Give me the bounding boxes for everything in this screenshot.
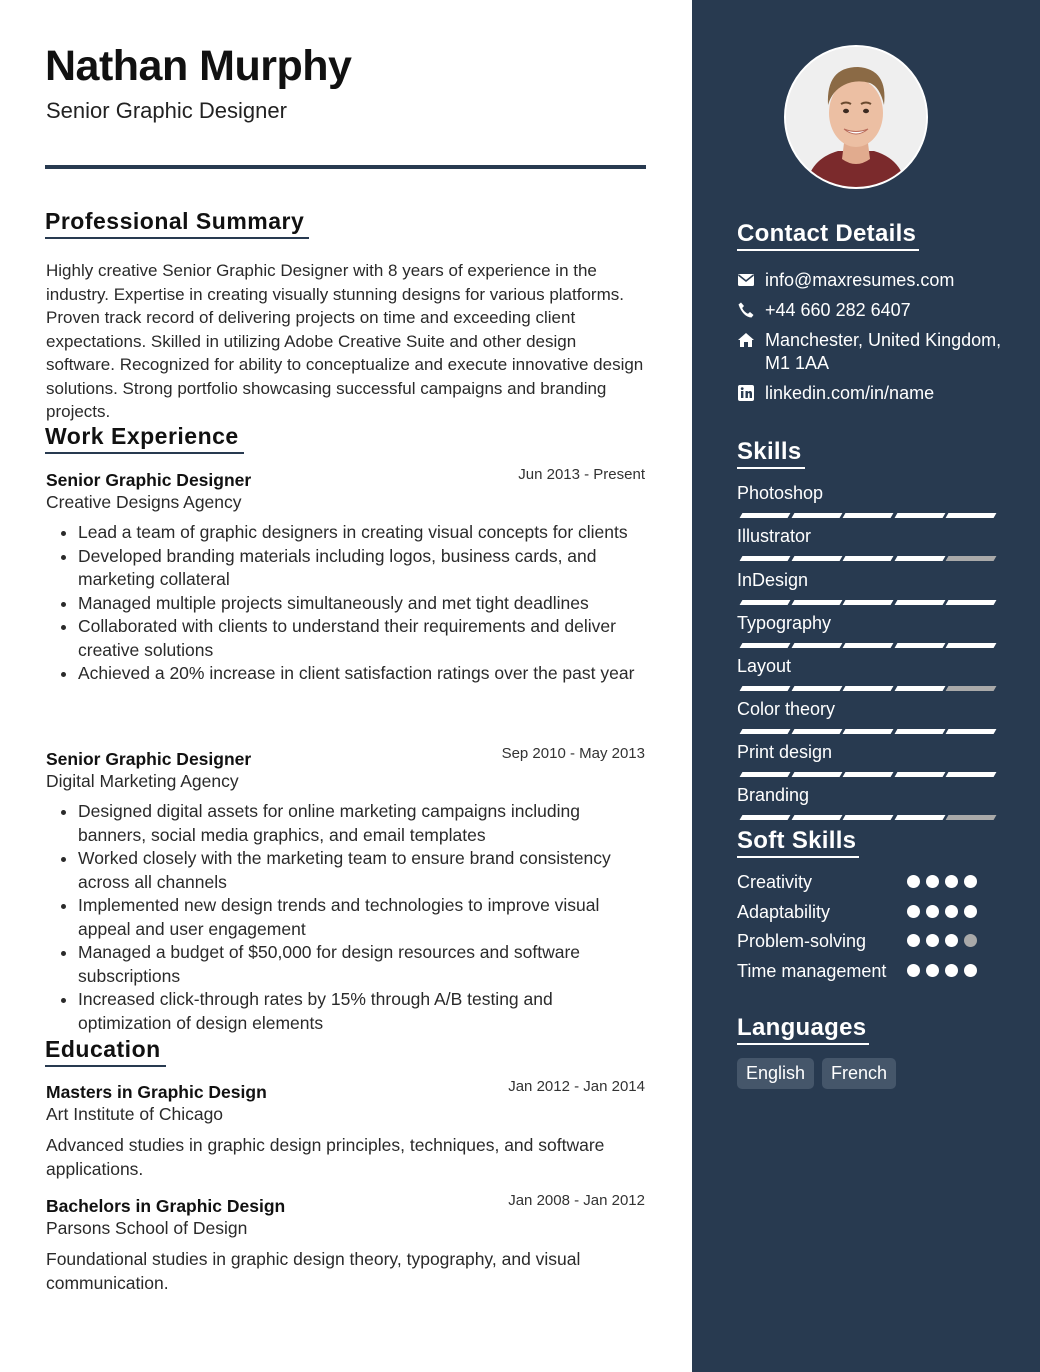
skill-level-segment bbox=[894, 556, 945, 561]
contact-linkedin bbox=[737, 382, 1007, 405]
education-description: Foundational studies in graphic design theory, typography, and visual communication. bbox=[46, 1249, 581, 1293]
education-school: Parsons School of Design bbox=[46, 1218, 248, 1238]
education-degree: Bachelors in Graphic Design bbox=[46, 1196, 286, 1216]
rating-dot bbox=[926, 934, 939, 947]
job-bullet: • Managed multiple projects simultaneously and met tight deadlines bbox=[78, 592, 645, 616]
education-description: Advanced studies in graphic design principles, techniques, and software applications. bbox=[46, 1135, 605, 1179]
job-entry bbox=[46, 466, 645, 686]
candidate-name: Nathan Murphy bbox=[45, 42, 352, 90]
summary-heading: Professional Summary bbox=[45, 208, 309, 239]
education-dates: Jan 2012 - Jan 2014 bbox=[508, 1078, 645, 1095]
skill-level-segment bbox=[791, 556, 842, 561]
job-bullet: • Achieved a 20% increase in client satisfaction ratings over the past year bbox=[78, 662, 645, 686]
languages-heading: Languages bbox=[737, 1014, 869, 1045]
skill-level-bar bbox=[737, 729, 995, 735]
language-list bbox=[737, 1058, 896, 1089]
skill-item bbox=[737, 482, 995, 519]
skill-level-bar bbox=[737, 686, 995, 692]
job-bullets bbox=[46, 521, 645, 686]
skill-level-segment bbox=[843, 686, 894, 691]
rating-dot bbox=[926, 875, 939, 888]
rating-dot bbox=[964, 934, 977, 947]
rating-dot bbox=[926, 905, 939, 918]
soft-skill-name: Time management bbox=[737, 961, 887, 981]
skill-level-bar bbox=[737, 556, 995, 562]
job-bullet: • Designed digital assets for online marketing campaigns including banners, social media graphics, and email templates bbox=[78, 800, 645, 847]
skill-level-segment bbox=[791, 729, 842, 734]
skill-level-segment bbox=[740, 815, 791, 820]
candidate-title: Senior Graphic Designer bbox=[46, 98, 287, 123]
skill-level-segment bbox=[843, 513, 894, 518]
skill-level-segment bbox=[894, 600, 945, 605]
skill-level-segment bbox=[946, 686, 997, 691]
skill-level-segment bbox=[843, 815, 894, 820]
soft-skill-rating bbox=[907, 875, 987, 889]
header-divider bbox=[45, 165, 646, 169]
profile-photo-image bbox=[786, 47, 926, 187]
job-bullets bbox=[46, 800, 645, 1035]
rating-dot bbox=[945, 934, 958, 947]
soft-skill-item bbox=[737, 928, 997, 954]
skill-item bbox=[737, 525, 995, 562]
skill-level-segment bbox=[894, 643, 945, 648]
skill-level-segment bbox=[894, 513, 945, 518]
skill-level-segment bbox=[843, 556, 894, 561]
experience-heading: Work Experience bbox=[45, 423, 244, 454]
job-bullet: • Implemented new design trends and technologies to improve visual appeal and user engagement bbox=[78, 894, 645, 941]
skill-level-segment bbox=[843, 600, 894, 605]
skill-level-segment bbox=[740, 772, 791, 777]
skill-level-segment bbox=[740, 600, 791, 605]
rating-dot bbox=[907, 934, 920, 947]
summary-text: Highly creative Senior Graphic Designer with 8 years of experience in the industry. Expertise in creating visually stunning designs for various platforms. Proven track record of delivering projects on time and exceeding client expectations. Skilled in utilizing Adobe Creative Suite and other design software. Recognized for ability to conceptualize and execute innovative design solutions. Strong portfolio showcasing successful campaigns and branding projects. bbox=[46, 261, 644, 421]
skill-level-segment bbox=[843, 643, 894, 648]
phone-icon bbox=[737, 301, 755, 319]
rating-dot bbox=[964, 964, 977, 977]
envelope-icon bbox=[737, 271, 755, 289]
job-bullet: • Lead a team of graphic designers in creating visual concepts for clients bbox=[78, 521, 645, 545]
education-school: Art Institute of Chicago bbox=[46, 1104, 224, 1124]
job-title: Senior Graphic Designer bbox=[46, 749, 252, 769]
language-chip: French bbox=[822, 1058, 896, 1089]
skill-level-segment bbox=[740, 556, 791, 561]
education-heading: Education bbox=[45, 1036, 166, 1067]
skill-level-segment bbox=[894, 815, 945, 820]
skill-level-segment bbox=[946, 772, 997, 777]
rating-dot bbox=[964, 905, 977, 918]
skill-name: Layout bbox=[737, 656, 792, 676]
skill-level-segment bbox=[791, 600, 842, 605]
job-dates: Jun 2013 - Present bbox=[518, 466, 645, 483]
skill-level-segment bbox=[843, 729, 894, 734]
job-bullet: • Managed a budget of $50,000 for design resources and software subscriptions bbox=[78, 941, 645, 988]
rating-dot bbox=[907, 905, 920, 918]
skill-level-segment bbox=[946, 513, 997, 518]
contact-linkedin-text[interactable]: linkedin.com/in/name bbox=[765, 383, 935, 403]
soft-skill-name: Problem-solving bbox=[737, 931, 867, 951]
contact-email-text[interactable]: info@maxresumes.com bbox=[765, 270, 955, 290]
skill-level-segment bbox=[894, 686, 945, 691]
soft-skill-item bbox=[737, 958, 997, 984]
job-title: Senior Graphic Designer bbox=[46, 470, 252, 490]
profile-photo bbox=[784, 45, 928, 189]
skill-level-segment bbox=[791, 643, 842, 648]
job-company: Creative Designs Agency bbox=[46, 492, 242, 512]
soft-skill-item bbox=[737, 899, 997, 925]
linkedin-icon bbox=[737, 384, 755, 402]
skill-name: InDesign bbox=[737, 570, 809, 590]
skill-level-bar bbox=[737, 600, 995, 606]
skill-level-segment bbox=[740, 513, 791, 518]
skill-level-segment bbox=[946, 556, 997, 561]
job-bullet: • Increased click-through rates by 15% through A/B testing and optimization of design elements bbox=[78, 988, 645, 1035]
skill-level-bar bbox=[737, 772, 995, 778]
soft-skill-rating bbox=[907, 905, 987, 919]
skill-level-segment bbox=[791, 513, 842, 518]
soft-skill-rating bbox=[907, 934, 987, 948]
skill-name: Branding bbox=[737, 785, 810, 805]
skill-item bbox=[737, 698, 995, 735]
contact-heading: Contact Details bbox=[737, 220, 919, 251]
rating-dot bbox=[907, 964, 920, 977]
skill-item bbox=[737, 655, 995, 692]
rating-dot bbox=[907, 875, 920, 888]
skill-level-segment bbox=[946, 643, 997, 648]
skills-heading: Skills bbox=[737, 438, 805, 469]
education-degree: Masters in Graphic Design bbox=[46, 1082, 267, 1102]
skill-level-segment bbox=[740, 643, 791, 648]
skill-level-segment bbox=[791, 772, 842, 777]
skill-level-segment bbox=[740, 686, 791, 691]
contact-email bbox=[737, 269, 1007, 292]
skill-item bbox=[737, 569, 995, 606]
skill-level-segment bbox=[791, 686, 842, 691]
soft-skill-rating bbox=[907, 964, 987, 978]
contact-address-text: Manchester, United Kingdom, M1 1AA bbox=[765, 330, 1002, 373]
contact-phone bbox=[737, 299, 1007, 322]
skill-level-bar bbox=[737, 513, 995, 519]
skill-level-segment bbox=[946, 815, 997, 820]
skill-level-bar bbox=[737, 643, 995, 649]
education-entry bbox=[46, 1192, 645, 1295]
soft-skills-heading: Soft Skills bbox=[737, 827, 859, 858]
skill-name: Typography bbox=[737, 613, 832, 633]
job-bullet: • Worked closely with the marketing team to ensure brand consistency across all channels bbox=[78, 847, 645, 894]
contact-phone-text[interactable]: +44 660 282 6407 bbox=[765, 300, 911, 320]
skill-level-segment bbox=[740, 729, 791, 734]
education-dates: Jan 2008 - Jan 2012 bbox=[508, 1192, 645, 1209]
skill-item bbox=[737, 741, 995, 778]
skill-level-segment bbox=[791, 815, 842, 820]
skill-level-segment bbox=[946, 729, 997, 734]
language-chip: English bbox=[737, 1058, 814, 1089]
rating-dot bbox=[945, 964, 958, 977]
skill-name: Color theory bbox=[737, 699, 836, 719]
skill-name: Illustrator bbox=[737, 526, 812, 546]
rating-dot bbox=[926, 964, 939, 977]
job-company: Digital Marketing Agency bbox=[46, 771, 239, 791]
soft-skill-name: Adaptability bbox=[737, 902, 831, 922]
education-entry bbox=[46, 1078, 645, 1181]
contact-address bbox=[737, 329, 1007, 375]
rating-dot bbox=[964, 875, 977, 888]
skill-name: Print design bbox=[737, 742, 833, 762]
skill-item bbox=[737, 784, 995, 821]
skill-item bbox=[737, 612, 995, 649]
skill-level-segment bbox=[894, 772, 945, 777]
skill-level-segment bbox=[946, 600, 997, 605]
skill-level-segment bbox=[894, 729, 945, 734]
rating-dot bbox=[945, 905, 958, 918]
job-bullet: • Collaborated with clients to understand their requirements and deliver creative solutions bbox=[78, 615, 645, 662]
job-dates: Sep 2010 - May 2013 bbox=[501, 745, 645, 762]
rating-dot bbox=[945, 875, 958, 888]
soft-skill-item bbox=[737, 869, 997, 895]
job-entry bbox=[46, 745, 645, 1035]
skill-level-bar bbox=[737, 815, 995, 821]
home-icon bbox=[737, 331, 755, 349]
job-bullet: • Developed branding materials including logos, business cards, and marketing collateral bbox=[78, 545, 645, 592]
skill-level-segment bbox=[843, 772, 894, 777]
soft-skill-name: Creativity bbox=[737, 872, 813, 892]
skill-name: Photoshop bbox=[737, 483, 824, 503]
